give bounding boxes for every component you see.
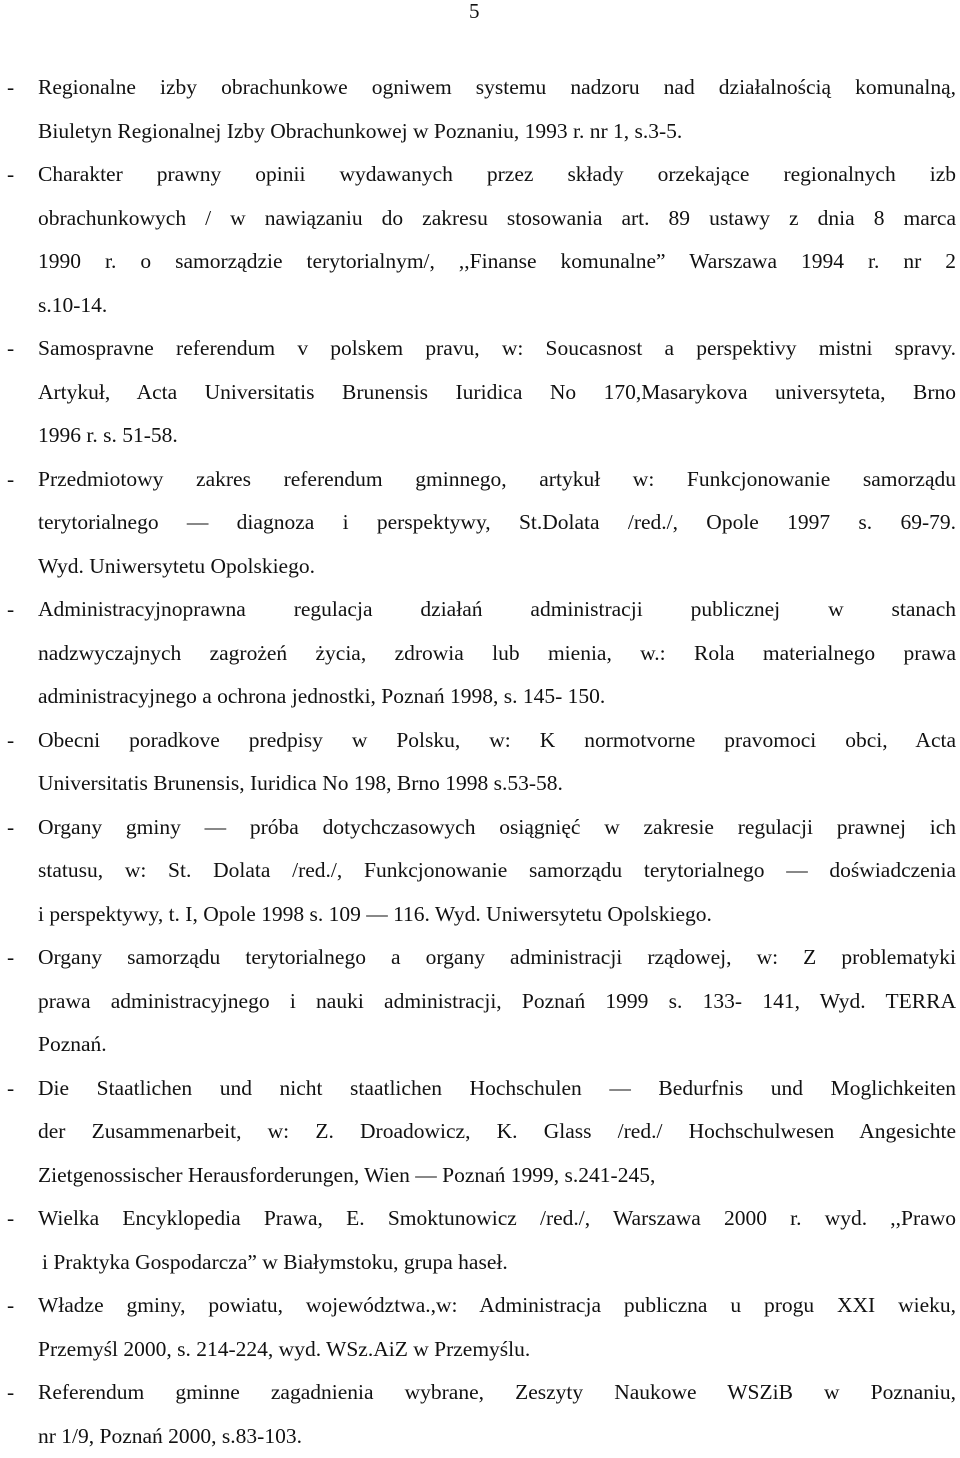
- bibliography-entry: [0, 1197, 960, 1284]
- entry-text-line: Charakter prawny opinii wydawanych przez składy orzekające regionalnych izb: [38, 153, 956, 197]
- bibliography-entry: [0, 1067, 960, 1198]
- entry-text-line: Biuletyn Regionalnej Izby Obrachunkowej w Poznaniu, 1993 r. nr 1, s.3-5.: [38, 110, 956, 154]
- list-dash: -: [7, 1284, 14, 1328]
- entry-text-line: Referendum gminne zagadnienia wybrane, Zeszyty Naukowe WSZiB w Poznaniu,: [38, 1371, 956, 1415]
- entry-text-line: Administracyjnoprawna regulacja działań administracji publicznej w stanach: [38, 588, 956, 632]
- entry-text-line: Władze gminy, powiatu, województwa.,w: Administracja publiczna u progu XXI wieku,: [38, 1284, 956, 1328]
- list-dash: -: [7, 327, 14, 371]
- list-dash: -: [7, 1371, 14, 1415]
- bibliography-entry: [0, 153, 960, 327]
- list-dash: -: [7, 588, 14, 632]
- entry-text-line: Wyd. Uniwersytetu Opolskiego.: [38, 545, 956, 589]
- entry-text-line: Przemyśl 2000, s. 214-224, wyd. WSz.AiZ w Przemyślu.: [38, 1328, 956, 1372]
- entry-text-line: der Zusammenarbeit, w: Z. Droadowicz, K. Glass /red./ Hochschulwesen Angesichte: [38, 1110, 956, 1154]
- list-dash: -: [7, 1067, 14, 1111]
- list-dash: -: [7, 458, 14, 502]
- entry-text-line: prawa administracyjnego i nauki administracji, Poznań 1999 s. 133- 141, Wyd. TERRA: [38, 980, 956, 1024]
- list-dash: -: [7, 66, 14, 110]
- bibliography-entry: [0, 1371, 960, 1458]
- bibliography-entry: [0, 588, 960, 719]
- entry-text-line: terytorialnego — diagnoza i perspektywy, St.Dolata /red./, Opole 1997 s. 69-79.: [38, 501, 956, 545]
- bibliography-entry: [0, 719, 960, 806]
- entry-text-line: i Praktyka Gospodarcza” w Białymstoku, grupa haseł.: [38, 1241, 956, 1285]
- entry-text-line: obrachunkowych / w nawiązaniu do zakresu stosowania art. 89 ustawy z dnia 8 marca: [38, 197, 956, 241]
- entry-text-line: administracyjnego a ochrona jednostki, Poznań 1998, s. 145- 150.: [38, 675, 956, 719]
- entry-text-line: nadzwyczajnych zagrożeń życia, zdrowia lub mienia, w.: Rola materialnego prawa: [38, 632, 956, 676]
- entry-text-line: 1990 r. o samorządzie terytorialnym/, ,,Finanse komunalne” Warszawa 1994 r. nr 2: [38, 240, 956, 284]
- list-dash: -: [7, 936, 14, 980]
- list-dash: -: [7, 806, 14, 850]
- entry-text-line: Universitatis Brunensis, Iuridica No 198, Brno 1998 s.53-58.: [38, 762, 956, 806]
- entry-text-line: s.10-14.: [38, 284, 956, 328]
- page-number: 5: [469, 0, 480, 24]
- bibliography-entry: [0, 936, 960, 1067]
- entry-text-line: Regionalne izby obrachunkowe ogniwem systemu nadzoru nad działalnością komunalną,: [38, 66, 956, 110]
- bibliography-entry: [0, 806, 960, 937]
- entry-text-line: 1996 r. s. 51-58.: [38, 414, 956, 458]
- entry-text-line: Wielka Encyklopedia Prawa, E. Smoktunowicz /red./, Warszawa 2000 r. wyd. ,,Prawo: [38, 1197, 956, 1241]
- entry-text-line: nr 1/9, Poznań 2000, s.83-103.: [38, 1415, 956, 1458]
- bibliography-entry: [0, 327, 960, 458]
- entry-text-line: Przedmiotowy zakres referendum gminnego, artykuł w: Funkcjonowanie samorządu: [38, 458, 956, 502]
- bibliography-entry: [0, 458, 960, 589]
- entry-text-line: Obecni poradkove predpisy w Polsku, w: K normotvorne pravomoci obci, Acta: [38, 719, 956, 763]
- entry-text-line: Poznań.: [38, 1023, 956, 1067]
- entry-text-line: Die Staatlichen und nicht staatlichen Hochschulen — Bedurfnis und Moglichkeiten: [38, 1067, 956, 1111]
- bibliography-entry: [0, 1284, 960, 1371]
- entry-text-line: Organy gminy — próba dotychczasowych osiągnięć w zakresie regulacji prawnej ich: [38, 806, 956, 850]
- list-dash: -: [7, 1197, 14, 1241]
- entry-text-line: statusu, w: St. Dolata /red./, Funkcjonowanie samorządu terytorialnego — doświadczenia: [38, 849, 956, 893]
- list-dash: -: [7, 719, 14, 763]
- list-dash: -: [7, 153, 14, 197]
- entry-text-line: Organy samorządu terytorialnego a organy administracji rządowej, w: Z problematyki: [38, 936, 956, 980]
- entry-text-line: Artykuł, Acta Universitatis Brunensis Iuridica No 170,Masarykova universyteta, Brno: [38, 371, 956, 415]
- entry-text-line: i perspektywy, t. I, Opole 1998 s. 109 — 116. Wyd. Uniwersytetu Opolskiego.: [38, 893, 956, 937]
- bibliography-list: [0, 66, 960, 1458]
- entry-text-line: Samospravne referendum v polskem pravu, w: Soucasnost a perspektivy mistni spravy.: [38, 327, 956, 371]
- bibliography-entry: [0, 66, 960, 153]
- entry-text-line: Zietgenossischer Herausforderungen, Wien — Poznań 1999, s.241-245,: [38, 1154, 956, 1198]
